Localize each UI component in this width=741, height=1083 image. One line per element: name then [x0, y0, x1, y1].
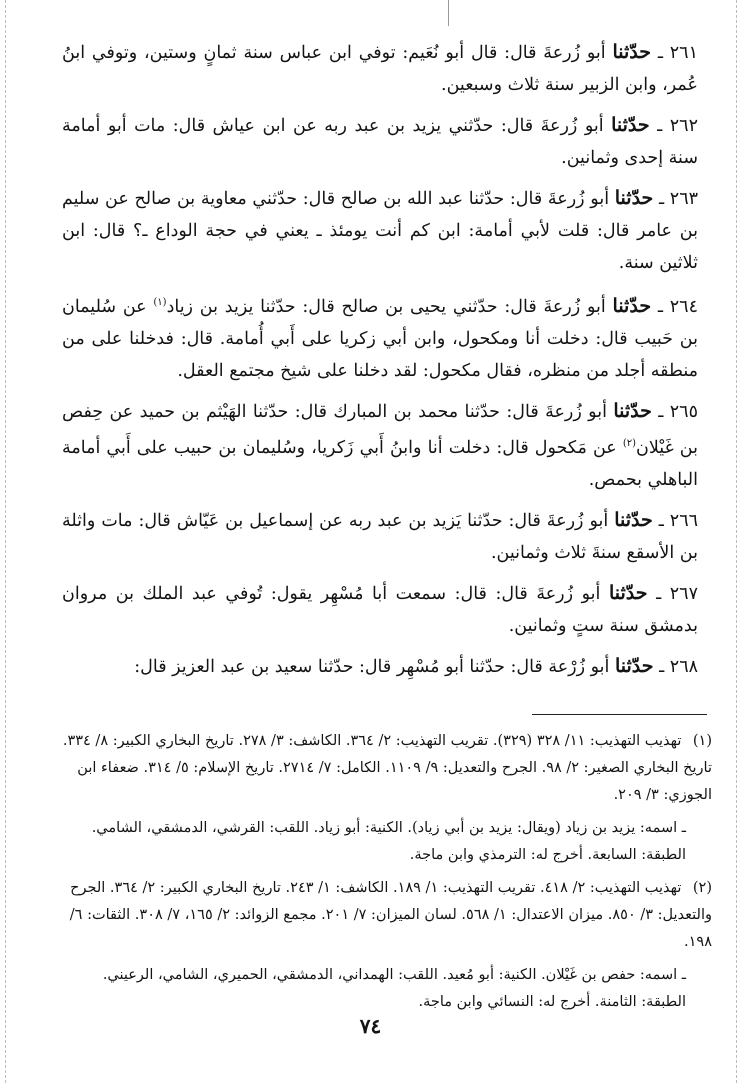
hadith-text: أبو زُرعةَ قال: حدّثنا يَزيد بن عبد ربه عن إسماعيل بن عَيّاش قال: مات واثلة بن الأسقع سنةَ ثلاث وثمانين. [62, 510, 698, 563]
hadith-text: أبو زُرْعة قال: حدّثنا أبو مُسْهِر قال: حدّثنا سعيد بن عبد العزيز قال: [134, 656, 610, 677]
hadith-text: أبو زُرعةَ قال: قال: سمعت أبا مُسْهِر يقول: تُوفي عبد الملك بن مروان بدمشق سنة ستٍ وثمانين. [62, 583, 698, 636]
hadith-text: أبو زُرعةَ قال: حدّثنا عبد الله بن صالح قال: حدّثني معاوية بن صالح عن سليم بن عامر قال: قلت لأبي أمامة: ابن كم أنت يومئذ ـ يعني في حجة الوداع ـ؟ قال: ابن ثلاثين سنة. [62, 189, 698, 273]
hadith-number: ٢٦٤ ـ [657, 296, 698, 317]
footnote-ref[interactable]: (٢) [622, 437, 636, 449]
footnote-number: (٢) [692, 880, 712, 896]
hadith-268 [62, 650, 698, 683]
scan-margin-left [5, 0, 6, 1083]
hadith-261 [62, 36, 698, 101]
footnote-1 [62, 728, 712, 809]
hadith-lead: حدّثنا [612, 41, 651, 63]
hadith-lead: حدّثنا [612, 294, 652, 317]
footnote-text: تهذيب التهذيب: ١١/ ٣٢٨ (٣٢٩). تقريب التهذيب: ٢/ ٣٦٤. الكاشف: ٣/ ٢٧٨. تاريخ البخاري الكبير: ٨/ ٣٣٤. تاريخ البخاري الصغير: ٢/ ٩٨. الجرح والتعديل: ٩/ ١١٠٩. الكامل: ٧/ ٢٧١٤. تاريخ الإسلام: ٥/ ٣١٤. ضعفاء ابن الجوزي: ٣/ ٢٠٩. [62, 733, 712, 803]
hadith-text: أبو زُرعةَ قال: قال أبو نُعَيم: توفي ابن عباس سنة ثمانٍ وستين، وتوفي ابنُ عُمر، وابن الزبير سنة ثلاث وسبعين. [62, 43, 698, 95]
hadith-lead: حدّثنا [608, 581, 648, 604]
hadith-263 [62, 182, 698, 279]
hadith-267 [62, 577, 698, 642]
footnote-ref[interactable]: (١) [153, 297, 167, 308]
hadith-number: ٢٦١ ـ [657, 43, 698, 63]
page-number: ٧٤ [359, 1014, 382, 1038]
hadith-text: عن مَكحول قال: دخلت أنا وابنُ أَبي زَكريا، وسُليمان بن حبيب على أَبي أمامة الباهلي بحمص. [62, 437, 698, 490]
hadith-text: عن سُليمان بن حَبيب قال: دخلت أنا ومكحول، وابن أبي زكريا على أَبي أُمامة. قال: فدخلنا على من منطقه أجلد من منظره، فقال مكحول: لقد دخلنا على شيخ مجتمع العقل. [62, 296, 698, 381]
hadith-number: ٢٦٣ ـ [658, 189, 698, 209]
hadith-number: ٢٦٧ ـ [656, 583, 698, 604]
hadith-lead: حدّثنا [613, 399, 652, 422]
footnote-2 [62, 875, 712, 956]
footnote-1-detail: ـ اسمه: يزيد بن زياد (ويقال: يزيد بن أبي زياد). الكنية: أبو زياد. اللقب: القرشي، الدمشقي، الشامي. الطبقة: السابعة. أخرج له: الترمذي وابن ماجة. [91, 820, 686, 863]
footnote-2-detail: ـ اسمه: حفص بن غَيْلان. الكنية: أبو مُعيد. اللقب: الهمداني، الدمشقي، الحميري، الشامي، الرعيني. الطبقة: الثامنة. أخرج له: النسائي وابن ماجة. [102, 967, 686, 1010]
footnote-number: (١) [692, 733, 712, 749]
hadith-text: أبو زُرعةَ قال: حدّثنا محمد بن المبارك قال: حدّثنا الهَيْثم بن حميد عن حِفص بن غَيْلان [62, 401, 699, 458]
footnote-divider [532, 714, 707, 715]
main-text [62, 36, 698, 691]
hadith-text: أبو زُرعةَ قال: حدّثني يزيد بن عبد ربه عن ابن عياش قال: مات أبو أمامة سنة إحدى وثمانين. [62, 116, 698, 168]
hadith-number: ٢٦٨ ـ [659, 656, 698, 677]
hadith-265 [62, 395, 698, 496]
hadith-number: ٢٦٥ ـ [658, 401, 698, 422]
hadith-number: ٢٦٢ ـ [657, 116, 698, 136]
footnotes [62, 728, 712, 1022]
footnote-text: تهذيب التهذيب: ٢/ ٤١٨. تقريب التهذيب: ١/ ١٨٩. الكاشف: ١/ ٢٤٣. تاريخ البخاري الكبير: ٢/ ٣٦٤. الجرح والتعديل: ٣/ ٨٥٠. ميزان الاعتدال: ١/ ٥٦٨. لسان الميزان: ٧/ ٢٠١. مجمع الزوائد: ٢/ ١٦٥، ٧/ ٣٠٨. الثقات: ٦/ ١٩٨. [69, 880, 712, 950]
hadith-number: ٢٦٦ ـ [658, 510, 698, 531]
scan-margin-right [736, 0, 737, 1083]
hadith-lead: حدّثنا [614, 187, 654, 209]
hadith-lead: حدّثنا [611, 114, 650, 136]
hadith-266 [62, 504, 698, 569]
hadith-262 [62, 109, 698, 174]
hadith-264 [62, 287, 698, 387]
scan-top-mark [448, 0, 449, 26]
hadith-lead: حدّثنا [614, 508, 653, 531]
hadith-text: أبو زُرعةَ قال: حدّثني يحيى بن صالح قال: حدّثنا يزيد بن زياد [166, 296, 606, 317]
hadith-lead: حدّثنا [614, 654, 654, 677]
